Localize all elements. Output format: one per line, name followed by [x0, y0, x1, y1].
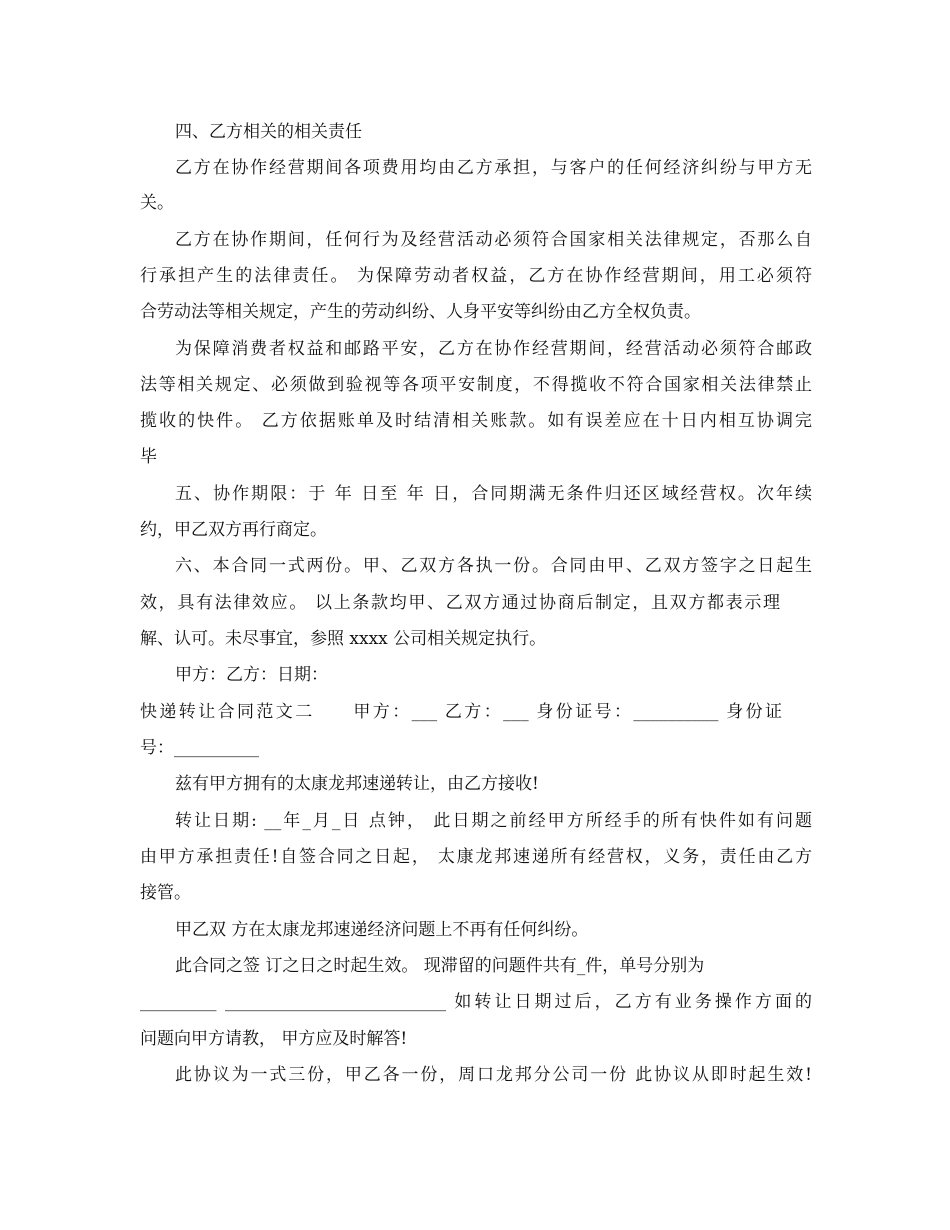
- contract-two-header-line: 快递转让合同范文二 甲方：___ 乙方：___ 身份证号：__________ 身份证: [140, 702, 782, 722]
- section-four-heading: 四、乙方相关的相关责任: [175, 122, 362, 142]
- id-number-line: 号：__________: [140, 738, 259, 758]
- signature-line: 甲方：乙方：日期：: [175, 665, 328, 685]
- paragraph-line: 此协议为一式三份，甲乙各一份，周口龙邦分公司一份 此协议从即时起生效!: [175, 1065, 812, 1085]
- paragraph-line: 合劳动法等相关规定，产生的劳动纠纷、人身平安等纠纷由乙方全权负责。: [140, 302, 701, 322]
- paragraph-line: 乙方在协作经营期间各项费用均由乙方承担，与客户的任何经济纠纷与甲方无: [175, 158, 812, 178]
- paragraph-line: 行承担产生的法律责任。 为保障劳动者权益，乙方在协作经营期间，用工必须符: [140, 266, 812, 286]
- paragraph-line: 效，具有法律效应。 以上条款均甲、乙双方通过协商后制定，且双方都表示理: [140, 593, 780, 613]
- paragraph-line: _________ __________________________ 如转让日期过后，乙方有业务操作方面的: [140, 992, 812, 1012]
- section-six-line: 六、本合同一式两份。甲、乙双方各执一份。合同由甲、乙双方签字之日起生: [175, 556, 812, 576]
- paragraph-line: 乙方在协作期间，任何行为及经营活动必须符合国家相关法律规定，否那么自: [175, 230, 812, 250]
- paragraph-line: 解、认可。未尽事宜，参照 xxxx 公司相关规定执行。: [140, 629, 547, 649]
- section-five-line: 五、协作期限：于 年 日至 年 日，合同期满无条件归还区域经营权。次年续: [175, 484, 812, 504]
- paragraph-line: 由甲方承担责任!自签合同之日起， 太康龙邦速递所有经营权，义务，责任由乙方: [140, 847, 812, 867]
- paragraph-line: 关。: [140, 193, 174, 213]
- paragraph-line: 约，甲乙双方再行商定。: [140, 520, 327, 540]
- paragraph-line: 兹有甲方拥有的太康龙邦速递转让，由乙方接收!: [175, 774, 539, 794]
- paragraph-line: 此合同之签 订之日之时起生效。 现滞留的问题件共有_件，单号分别为: [175, 956, 705, 976]
- paragraph-line: 法等相关规定、必须做到验视等各项平安制度，不得揽收不符合国家相关法律禁止: [140, 375, 812, 395]
- paragraph-line: 甲乙双 方在太康龙邦速递经济问题上不再有任何纠纷。: [175, 920, 589, 940]
- paragraph-line: 接管。: [140, 883, 191, 903]
- paragraph-line: 为保障消费者权益和邮路平安，乙方在协作经营期间，经营活动必须符合邮政: [175, 339, 812, 359]
- paragraph-line: 问题向甲方请教， 甲方应及时解答!: [140, 1029, 408, 1049]
- paragraph-line: 转让日期: __年_月_日 点钟， 此日期之前经甲方所经手的所有快件如有问题: [175, 811, 812, 831]
- paragraph-line: 毕: [140, 447, 157, 467]
- paragraph-line: 揽收的快件。 乙方依据账单及时结清相关账款。如有误差应在十日内相互协调完: [140, 411, 812, 431]
